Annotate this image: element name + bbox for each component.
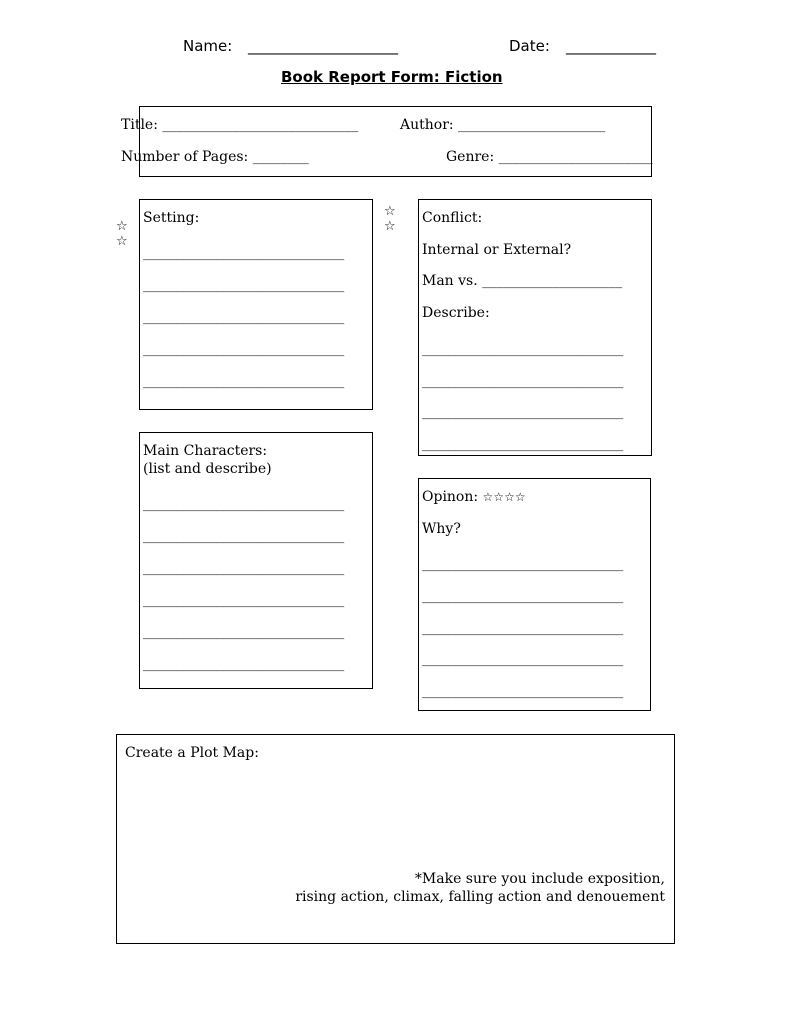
author-field[interactable]: Author: _____________________ [400, 117, 606, 133]
conflict-label: Conflict: [422, 210, 483, 226]
setting-line[interactable]: ______________________________ [143, 245, 345, 261]
conflict-line[interactable]: ______________________________ [422, 436, 624, 452]
setting-line[interactable]: ______________________________ [143, 341, 345, 357]
setting-label: Setting: [143, 210, 200, 226]
setting-line[interactable]: ______________________________ [143, 309, 345, 325]
characters-label: Main Characters: [143, 443, 268, 459]
opinion-label-text: Opinon: [422, 489, 483, 505]
opinion-line[interactable]: ______________________________ [422, 651, 624, 667]
plot-map-label: Create a Plot Map: [125, 745, 259, 761]
characters-sublabel: (list and describe) [143, 461, 272, 477]
opinion-line[interactable]: ______________________________ [422, 683, 624, 699]
opinion-line[interactable]: ______________________________ [422, 620, 624, 636]
conflict-question: Internal or External? [422, 242, 572, 258]
title-field[interactable]: Title: ____________________________ [121, 117, 359, 133]
opinion-line[interactable]: ______________________________ [422, 588, 624, 604]
form-title: Book Report Form: Fiction [281, 68, 503, 86]
star-icon: ☆ [116, 219, 128, 234]
date-field[interactable]: ____________ [566, 37, 656, 55]
name-label: Name: [183, 37, 233, 55]
characters-line[interactable]: ______________________________ [143, 560, 345, 576]
setting-line[interactable]: ______________________________ [143, 373, 345, 389]
why-label: Why? [422, 521, 461, 537]
genre-field[interactable]: Genre: ______________________ [446, 149, 653, 165]
setting-line[interactable]: ______________________________ [143, 277, 345, 293]
star-icon: ☆ [116, 234, 128, 249]
man-vs-field[interactable]: Man vs. ____________________ [422, 273, 623, 289]
conflict-line[interactable]: ______________________________ [422, 404, 624, 420]
characters-line[interactable]: ______________________________ [143, 656, 345, 672]
conflict-line[interactable]: ______________________________ [422, 341, 624, 357]
star-icon: ☆ [384, 204, 396, 219]
characters-line[interactable]: ______________________________ [143, 624, 345, 640]
characters-line[interactable]: ______________________________ [143, 528, 345, 544]
characters-line[interactable]: ______________________________ [143, 592, 345, 608]
pages-field[interactable]: Number of Pages: ________ [121, 149, 309, 165]
name-field[interactable]: ____________________ [248, 37, 398, 55]
plot-map-box[interactable] [116, 734, 675, 944]
opinion-label [422, 489, 526, 505]
plot-map-note-line-2: rising action, climax, falling action and denouement [295, 889, 665, 905]
describe-label: Describe: [422, 305, 490, 321]
date-label: Date: [509, 37, 550, 55]
star-icon: ☆ [384, 219, 396, 234]
opinion-line[interactable]: ______________________________ [422, 556, 624, 572]
plot-map-note-line-1: *Make sure you include exposition, [414, 871, 665, 887]
characters-line[interactable]: ______________________________ [143, 496, 345, 512]
conflict-line[interactable]: ______________________________ [422, 373, 624, 389]
rating-stars-icon[interactable]: ☆☆☆☆ [482, 490, 526, 504]
